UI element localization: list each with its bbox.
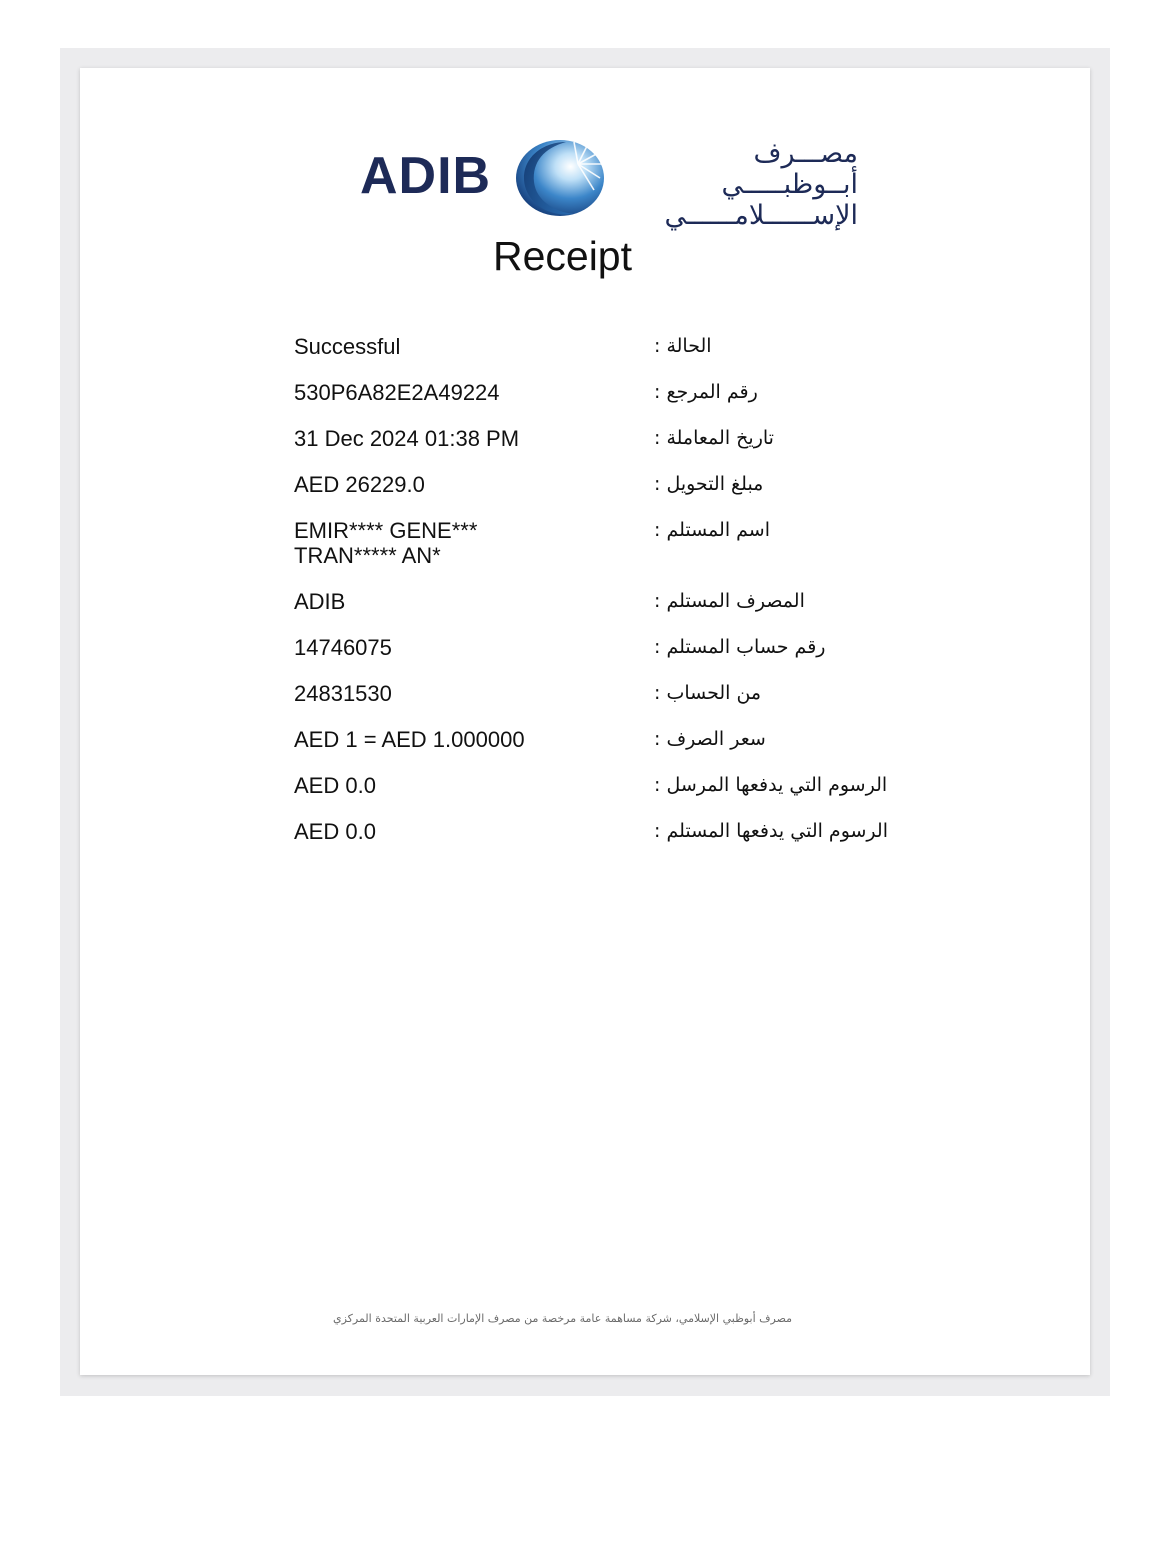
status-value: Successful [294,334,401,359]
row-sender-fees [294,773,894,798]
sender-fees-value: AED 0.0 [294,773,376,798]
from-account-value: 24831530 [294,681,392,706]
logo-arabic-name [622,138,858,231]
row-transaction-date [294,426,894,451]
adib-globe-icon [514,138,606,218]
row-recipient-fees [294,819,894,844]
row-reference [294,380,894,405]
document-viewer [60,48,1110,1396]
logo-arabic-line1: مصـــرف أبــوظبـــــي [721,138,858,200]
exchange-rate-value: AED 1 = AED 1.000000 [294,727,525,752]
row-recipient-account [294,635,894,660]
transaction-date-value: 31 Dec 2024 01:38 PM [294,426,520,451]
adib-logo [360,138,860,231]
from-account-label: من الحساب : [654,682,762,704]
recipient-account-label: رقم حساب المستلم : [654,636,826,658]
exchange-rate-label: سعر الصرف : [654,728,766,750]
recipient-bank-label: المصرف المستلم : [654,590,805,612]
recipient-name-label: اسم المستلم : [654,519,770,541]
logo-wordmark: ADIB [360,147,492,205]
logo-arabic-line2: الإســــــلامــــــي [664,200,858,231]
row-exchange-rate [294,727,894,752]
receipt-details [294,334,894,865]
row-status [294,334,894,359]
recipient-name-value: EMIR**** GENE*** TRAN***** AN* [294,518,478,568]
row-from-account [294,681,894,706]
status-label: الحالة : [654,335,712,357]
recipient-fees-label: الرسوم التي يدفعها المستلم : [654,820,888,842]
recipient-bank-value: ADIB [294,589,346,614]
reference-label: رقم المرجع : [654,381,758,403]
footer-legal-text: مصرف أبوظبي الإسلامي، شركة مساهمة عامة مرخصة من مصرف الإمارات العربية المتحدة المركزي [332,1312,793,1325]
receipt-page [80,68,1090,1375]
row-recipient-bank [294,589,894,614]
recipient-fees-value: AED 0.0 [294,819,376,844]
transfer-amount-label: مبلغ التحويل : [654,473,764,495]
reference-value: 530P6A82E2A49224 [294,380,500,405]
page-title: Receipt [492,233,632,279]
row-transfer-amount [294,472,894,497]
recipient-account-value: 14746075 [294,635,392,660]
transaction-date-label: تاريخ المعاملة : [654,427,774,449]
row-recipient-name [294,518,894,568]
transfer-amount-value: AED 26229.0 [294,472,425,497]
sender-fees-label: الرسوم التي يدفعها المرسل : [654,774,888,796]
